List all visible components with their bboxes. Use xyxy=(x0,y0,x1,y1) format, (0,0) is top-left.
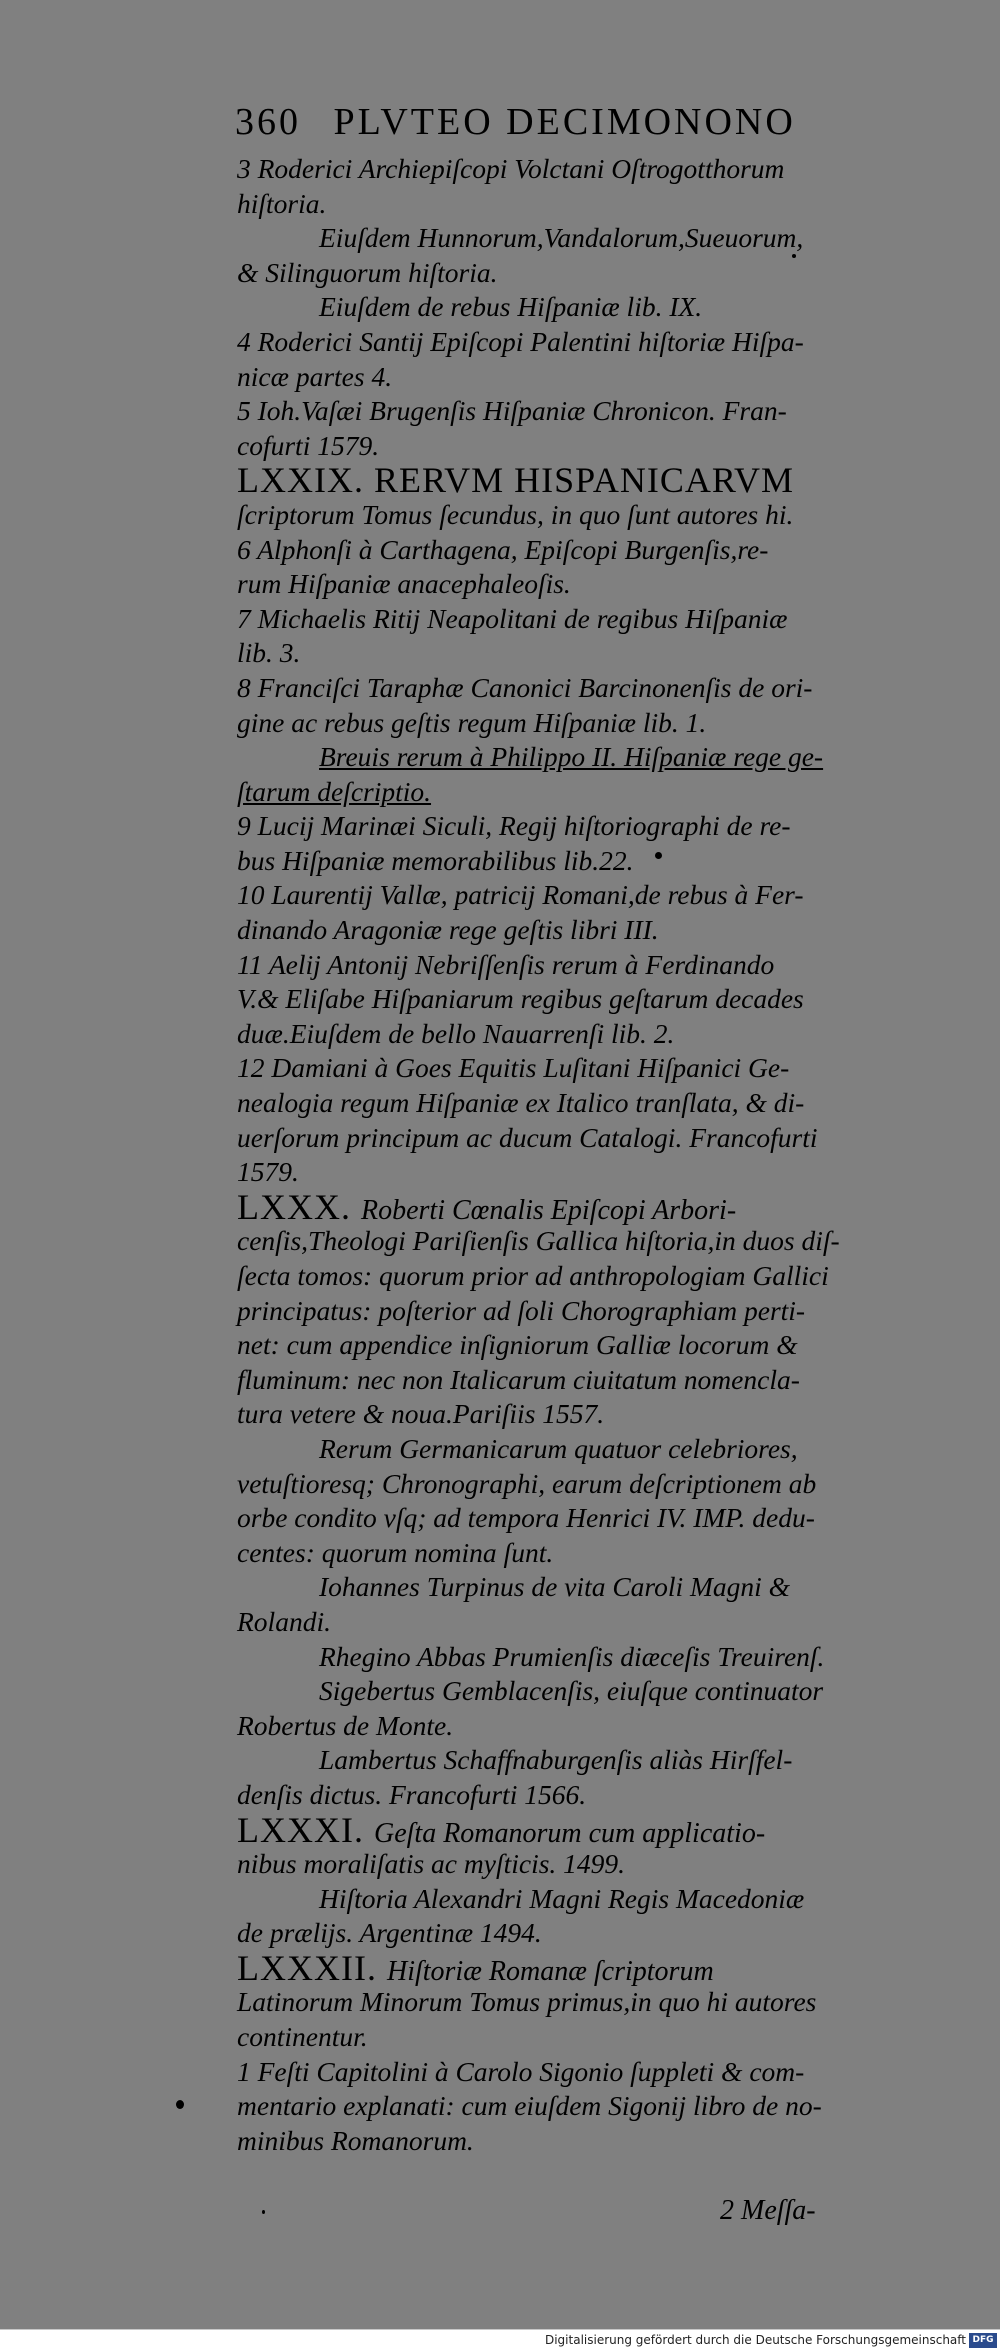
text-line: duæ.Eiuſdem de bello Nauarrenſi lib. 2. xyxy=(237,1017,675,1049)
text-line: orbe condito vſq; ad tempora Henrici IV. IMP. dedu- xyxy=(237,1502,815,1534)
text-line: Rhegino Abbas Prumienſis diæceſis Treuirenſ. xyxy=(319,1640,825,1672)
text-line: principatus: poſterior ad ſoli Chorographiam perti- xyxy=(237,1294,806,1326)
text-line: cenſis,Theologi Pariſienſis Gallica hiſtoria,in duos diſ- xyxy=(237,1225,840,1257)
text-line: ſecta tomos: quorum prior ad anthropologiam Gallici xyxy=(237,1260,829,1291)
text-line: gine ac rebus geſtis regum Hiſpaniæ lib. 1. xyxy=(237,706,707,738)
text-line: & Silinguorum hiſtoria. xyxy=(237,256,498,288)
text-line: 9 Lucij Marinæi Siculi, Regij hiſtoriographi de re- xyxy=(237,810,791,842)
text-line: 7 Michaelis Ritij Neapolitani de regibus Hiſpaniæ xyxy=(237,602,788,634)
section-heading xyxy=(237,1186,837,1227)
text-line: ſtarum deſcriptio. xyxy=(237,775,432,807)
text-line: Rerum Germanicarum quatuor celebriores, xyxy=(319,1432,798,1464)
text-line: centes: quorum nomina ſunt. xyxy=(237,1536,554,1568)
section-title: Geſta Romanorum cum applicatio- xyxy=(373,1817,766,1849)
text-line: denſis dictus. Francofurti 1566. xyxy=(237,1778,587,1810)
text-line: Eiuſdem Hunnorum,Vandalorum,Sueuorum, xyxy=(319,222,804,254)
section-heading: LXXIX. RERVM HISPANICARVM xyxy=(237,460,794,501)
text-line: Eiuſdem de rebus Hiſpaniæ lib. IX. xyxy=(319,291,703,323)
section-title: Hiſtoriæ Romanæ ſcriptorum xyxy=(386,1955,714,1987)
text-line: nicæ partes 4. xyxy=(237,360,393,392)
running-header xyxy=(235,100,795,144)
section-number: LXXXI. xyxy=(237,1809,374,1850)
text-line: 1579. xyxy=(237,1156,299,1188)
text-line: 3 Roderici Archiepiſcopi Volctani Oſtrogotthorum xyxy=(237,153,785,184)
text-line: Iohannes Turpinus de vita Caroli Magni & xyxy=(319,1571,791,1603)
catalog-text xyxy=(237,152,840,2158)
text-line: de prælijs. Argentinæ 1494. xyxy=(237,1917,542,1949)
text-line: vetuſtioresq; Chronographi, earum deſcriptionem ab xyxy=(237,1467,817,1499)
text-line: Breuis rerum à Philippo II. Hiſpaniæ rege ge- xyxy=(319,741,824,773)
text-line: Latinorum Minorum Tomus primus,in quo hi autores xyxy=(237,1986,817,2018)
section-number: LXXX. xyxy=(237,1186,361,1227)
page-number: 360 xyxy=(235,101,301,143)
text-line: nibus moraliſatis ac myſticis. 1499. xyxy=(237,1848,626,1880)
dfg-logo: DFG xyxy=(969,2333,997,2348)
text-line: continentur. xyxy=(237,2021,368,2053)
section-heading xyxy=(237,1809,837,1850)
text-line: Hiſtoria Alexandri Magni Regis Macedoniæ xyxy=(319,1882,805,1914)
catchword: 2 Meſſa- xyxy=(720,2195,816,2226)
text-line: bus Hiſpaniæ memorabilibus lib.22. xyxy=(237,844,634,876)
text-line: V.& Eliſabe Hiſpaniarum regibus geſtarum decades xyxy=(237,983,804,1015)
text-line: ſcriptorum Tomus ſecundus, in quo ſunt autores hi. xyxy=(237,498,794,530)
footer-credit: Digitalisierung gefördert durch die Deutsche Forschungsgemeinschaft xyxy=(544,2333,966,2347)
section-title: Roberti Cœnalis Epiſcopi Arbori- xyxy=(360,1194,737,1226)
digitization-footer xyxy=(0,2329,1000,2352)
section-number: LXXXII. xyxy=(237,1947,387,1988)
text-line: minibus Romanorum. xyxy=(237,2124,474,2156)
text-line: 4 Roderici Santij Epiſcopi Palentini hiſtoriæ Hiſpa- xyxy=(237,325,804,357)
running-title: PLVTEO DECIMONONO xyxy=(333,101,796,143)
ink-speck xyxy=(792,254,796,258)
ink-speck xyxy=(176,2100,184,2109)
text-line: mentario explanati: cum eiuſdem Sigonij libro de no- xyxy=(237,2090,822,2122)
text-line: cofurti 1579. xyxy=(237,429,380,461)
text-line: Robertus de Monte. xyxy=(237,1709,454,1741)
ink-speck xyxy=(655,852,662,859)
text-line: hiſtoria. xyxy=(237,187,327,219)
text-line: fluminum: nec non Italicarum ciuitatum nomencla- xyxy=(237,1363,800,1395)
text-line: lib. 3. xyxy=(237,637,301,669)
text-line: Rolandi. xyxy=(237,1605,331,1637)
text-line: 5 Ioh.Vaſæi Brugenſis Hiſpaniæ Chronicon. Fran- xyxy=(237,395,787,427)
text-line: 11 Aelij Antonij Nebriſſenſis rerum à Ferdinando xyxy=(237,948,775,980)
text-line: 10 Laurentij Vallæ, patricij Romani,de rebus à Fer- xyxy=(237,879,804,911)
text-line: dinando Aragoniæ rege geſtis libri III. xyxy=(237,914,659,946)
text-line: 1 Feſti Capitolini à Carolo Sigonio ſuppleti & com- xyxy=(237,2055,805,2087)
text-line: net: cum appendice inſigniorum Galliæ locorum & xyxy=(237,1329,798,1361)
section-heading xyxy=(237,1947,837,1988)
text-line: rum Hiſpaniæ anacephaleoſis. xyxy=(237,568,571,600)
text-line: Sigebertus Gemblacenſis, eiuſque continuator xyxy=(319,1675,824,1707)
text-line: 8 Franciſci Taraphæ Canonici Barcinonenſis de ori- xyxy=(237,671,813,703)
text-line: Lambertus Schaffnaburgenſis aliàs Hirſfel- xyxy=(319,1744,793,1776)
ink-speck xyxy=(262,2210,265,2214)
text-line: nealogia regum Hiſpaniæ ex Italico tranſlata, & di- xyxy=(237,1087,805,1119)
text-line: 12 Damiani à Goes Equitis Luſitani Hiſpanici Ge- xyxy=(237,1052,790,1084)
text-line: 6 Alphonſi à Carthagena, Epiſcopi Burgenſis,re- xyxy=(237,533,769,565)
text-line: uerſorum principum ac ducum Catalogi. Francofurti xyxy=(237,1121,818,1153)
text-line: tura vetere & noua.Pariſiis 1557. xyxy=(237,1398,605,1430)
